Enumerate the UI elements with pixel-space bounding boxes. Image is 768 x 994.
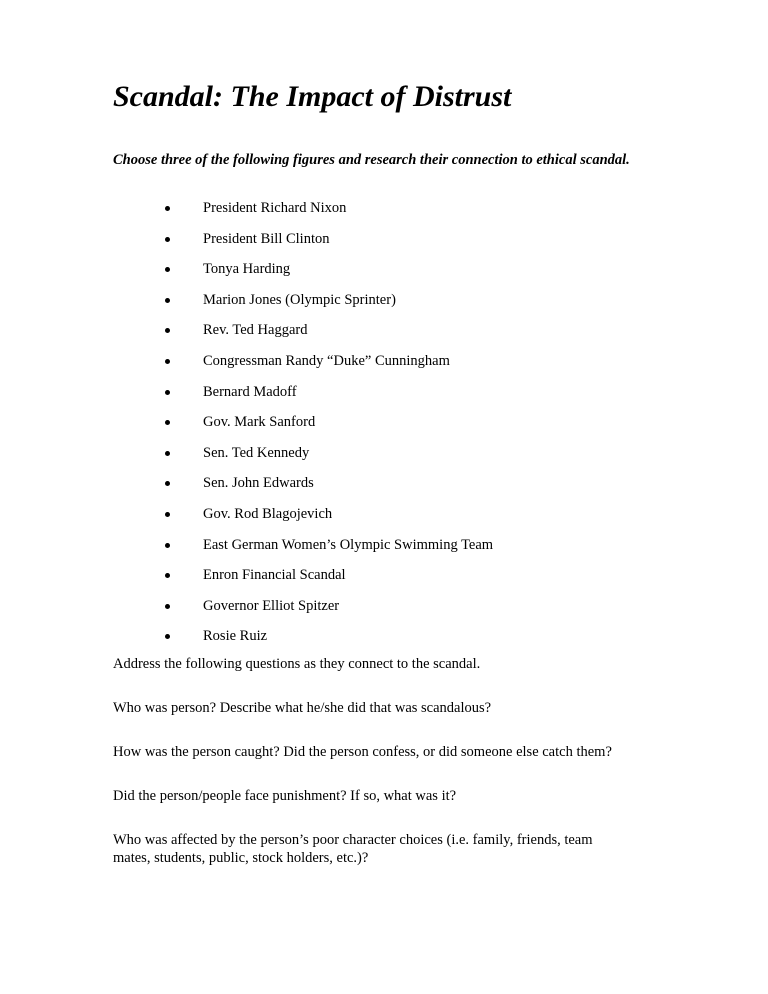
bullet-icon — [165, 634, 170, 639]
bullet-icon — [165, 298, 170, 303]
bullet-icon — [165, 543, 170, 548]
bullet-icon — [165, 420, 170, 425]
figure-name: Bernard Madoff — [203, 383, 297, 400]
instruction-text: Choose three of the following figures and research their connection to ethical scandal. — [113, 152, 630, 168]
figure-name: Gov. Rod Blagojevich — [203, 505, 333, 522]
list-item — [0, 199, 768, 230]
figure-name: President Bill Clinton — [203, 230, 330, 247]
figure-list — [0, 199, 768, 658]
question-text: Did the person/people face punishment? If so, what was it? — [113, 788, 457, 804]
bullet-icon — [165, 237, 170, 242]
list-item — [0, 597, 768, 628]
question-text: Who was affected by the person’s poor character choices (i.e. family, friends, team mates, students, public, stock holders, etc.)? — [113, 832, 593, 866]
address-prompt: Address the following questions as they connect to the scandal. — [113, 656, 481, 672]
bullet-icon — [165, 604, 170, 609]
list-item — [0, 291, 768, 322]
list-item — [0, 474, 768, 505]
figure-name: Congressman Randy “Duke” Cunningham — [203, 352, 450, 369]
list-item — [0, 627, 768, 658]
figure-name: East German Women’s Olympic Swimming Team — [203, 536, 494, 553]
bullet-icon — [165, 267, 170, 272]
list-item — [0, 352, 768, 383]
figure-name: Sen. John Edwards — [203, 475, 314, 492]
list-item — [0, 505, 768, 536]
bullet-icon — [165, 359, 170, 364]
list-item — [0, 321, 768, 352]
bullet-icon — [165, 512, 170, 517]
figure-name: Tonya Harding — [203, 261, 291, 278]
bullet-icon — [165, 206, 170, 211]
figure-name: Gov. Mark Sanford — [203, 414, 316, 431]
question-text: How was the person caught? Did the person confess, or did someone else catch them? — [113, 744, 612, 760]
figure-name: Governor Elliot Spitzer — [203, 597, 340, 614]
bullet-icon — [165, 390, 170, 395]
question-text: Who was person? Describe what he/she did that was scandalous? — [113, 700, 492, 716]
list-item — [0, 260, 768, 291]
list-item — [0, 536, 768, 567]
bullet-icon — [165, 451, 170, 456]
list-item — [0, 230, 768, 261]
figure-name: Enron Financial Scandal — [203, 567, 346, 584]
list-item — [0, 413, 768, 444]
list-item — [0, 383, 768, 414]
bullet-icon — [165, 328, 170, 333]
figure-name: Marion Jones (Olympic Sprinter) — [203, 291, 396, 308]
figure-name: Rosie Ruiz — [203, 628, 268, 645]
bullet-icon — [165, 573, 170, 578]
bullet-icon — [165, 481, 170, 486]
figure-name: President Richard Nixon — [203, 200, 347, 216]
figure-name: Rev. Ted Haggard — [203, 322, 308, 339]
figure-name: Sen. Ted Kennedy — [203, 444, 310, 461]
list-item — [0, 444, 768, 475]
page-title: Scandal: The Impact of Distrust — [113, 80, 512, 113]
list-item — [0, 566, 768, 597]
